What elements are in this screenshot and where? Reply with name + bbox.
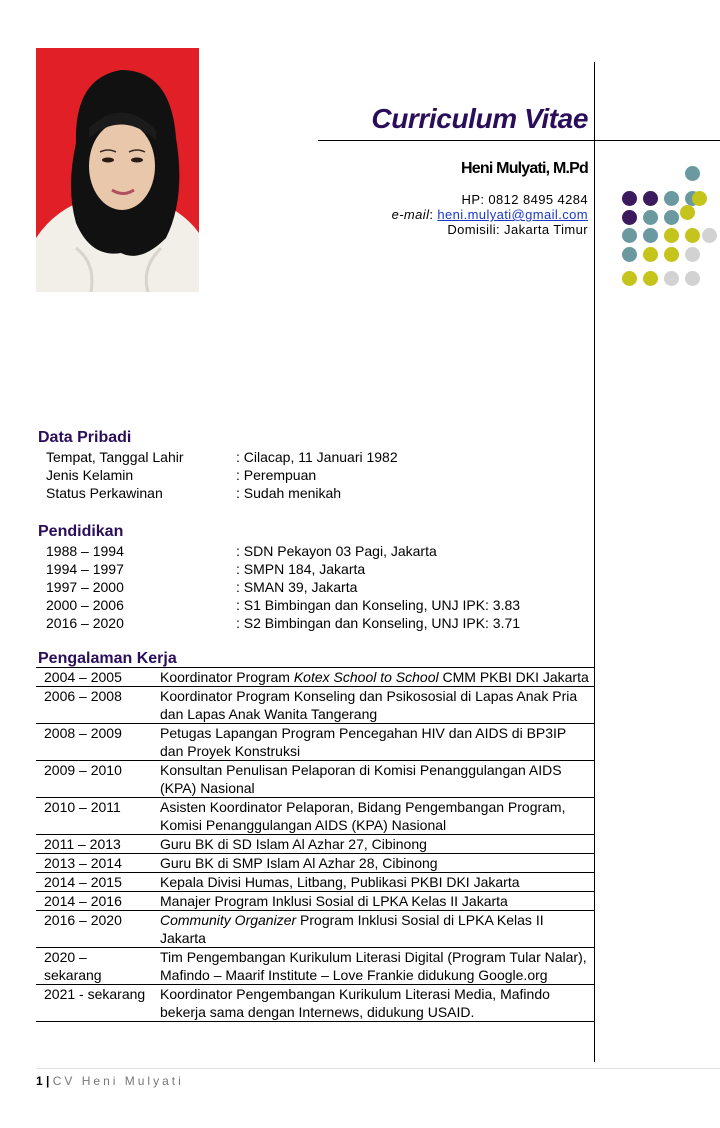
work-description (150, 873, 594, 892)
work-description (150, 911, 594, 948)
work-row (36, 948, 594, 985)
work-period: 2014 – 2016 (36, 892, 150, 911)
email-link[interactable]: heni.mulyati@gmail.com (437, 207, 588, 222)
work-text: Koordinator Pengembangan Kurikulum Literasi Media, Mafindo bekerja sama dengan Internews, didukung USAID. (160, 986, 550, 1020)
personal-label: Status Perkawinan (46, 485, 163, 501)
work-period: 2008 – 2009 (36, 724, 150, 761)
work-period: 2009 – 2010 (36, 761, 150, 798)
personal-value: : Cilacap, 11 Januari 1982 (236, 449, 398, 465)
dot (685, 228, 700, 243)
work-period: 2021 - sekarang (36, 985, 150, 1022)
work-row (36, 892, 594, 911)
work-period: 2020 – sekarang (36, 948, 150, 985)
education-period: 1997 – 2000 (46, 579, 124, 595)
education-value: : S2 Bimbingan dan Konseling, UNJ IPK: 3.71 (236, 615, 521, 631)
dot (664, 210, 679, 225)
section-title-personal: Data Pribadi (38, 429, 132, 446)
education-value: : SDN Pekayon 03 Pagi, Jakarta (236, 543, 437, 559)
dot (622, 228, 637, 243)
work-description (150, 798, 594, 835)
personal-value: : Perempuan (236, 467, 317, 483)
work-row (36, 985, 594, 1022)
work-row (36, 668, 594, 687)
work-row (36, 873, 594, 892)
domicile: Domisili: Jakarta Timur (447, 222, 588, 237)
work-text: Koordinator Program (160, 669, 294, 685)
work-description (150, 854, 594, 873)
email-line: e-mail: heni.mulyati@gmail.com (391, 207, 588, 222)
work-table (36, 667, 594, 1022)
section-title-education: Pendidikan (38, 523, 124, 540)
dot (622, 210, 637, 225)
work-description (150, 948, 594, 985)
education-period: 2000 – 2006 (46, 597, 124, 613)
personal-value: : Sudah menikah (236, 485, 342, 501)
work-text: Asisten Koordinator Pelaporan, Bidang Pengembangan Program, Komisi Penanggulangan AIDS (KPA) Nasional (160, 799, 566, 833)
work-description (150, 985, 594, 1022)
dot (692, 191, 707, 206)
work-text-italic: Kotex School to School (293, 669, 439, 685)
person-name: Heni Mulyati, M.Pd (461, 160, 588, 177)
work-description (150, 724, 594, 761)
personal-label: Jenis Kelamin (46, 467, 134, 483)
dot (685, 247, 700, 262)
work-text: Kepala Divisi Humas, Litbang, Publikasi PKBI DKI Jakarta (160, 874, 520, 890)
dot (664, 228, 679, 243)
work-row (36, 687, 594, 724)
work-row (36, 761, 594, 798)
work-description (150, 835, 594, 854)
dot (702, 228, 717, 243)
work-text: Petugas Lapangan Program Pencegahan HIV dan AIDS di BP3IP dan Proyek Konstruksi (160, 725, 567, 759)
work-description (150, 761, 594, 798)
dot (643, 247, 658, 262)
profile-photo (36, 48, 199, 292)
dot (680, 205, 695, 220)
work-text: CMM PKBI DKI Jakarta (438, 669, 589, 685)
work-text: Program Inklusi Sosial di LPKA Kelas II Jakarta (160, 912, 544, 946)
dot (664, 271, 679, 286)
work-period: 2016 – 2020 (36, 911, 150, 948)
footer: 1 | CV Heni Mulyati (36, 1074, 184, 1088)
work-text: Koordinator Program Konseling dan Psikososial di Lapas Anak Pria dan Lapas Anak Wanita Tangerang (160, 688, 578, 722)
work-period: 2004 – 2005 (36, 668, 150, 687)
dot (622, 247, 637, 262)
email-label: e-mail (391, 207, 430, 222)
dot (664, 247, 679, 262)
dot (643, 191, 658, 206)
education-value: : SMPN 184, Jakarta (236, 561, 366, 577)
work-period: 2010 – 2011 (36, 798, 150, 835)
vertical-rule (594, 62, 595, 1062)
personal-label: Tempat, Tanggal Lahir (46, 449, 184, 465)
work-period: 2011 – 2013 (36, 835, 150, 854)
work-row (36, 835, 594, 854)
work-row (36, 854, 594, 873)
dot (643, 228, 658, 243)
dot (622, 191, 637, 206)
footer-rule (36, 1068, 720, 1069)
dot (643, 210, 658, 225)
work-text: Guru BK di SD Islam Al Azhar 27, Cibinong (160, 836, 427, 852)
work-row (36, 724, 594, 761)
footer-text: CV Heni Mulyati (52, 1074, 184, 1088)
work-text: Tim Pengembangan Kurikulum Literasi Digital (Program Tular Nalar), Mafindo – Maarif Institute – Love Frankie didukung Google.org (160, 949, 587, 983)
work-description (150, 892, 594, 911)
work-text: Guru BK di SMP Islam Al Azhar 28, Cibinong (160, 855, 438, 871)
work-description (150, 668, 594, 687)
work-row (36, 911, 594, 948)
section-title-work: Pengalaman Kerja (38, 650, 177, 667)
title-rule (318, 140, 720, 141)
work-description (150, 687, 594, 724)
dot (622, 271, 637, 286)
work-text: Konsultan Penulisan Pelaporan di Komisi Penanggulangan AIDS (KPA) Nasional (160, 762, 562, 796)
cv-title: Curriculum Vitae (371, 103, 588, 134)
education-value: : S1 Bimbingan dan Konseling, UNJ IPK: 3.83 (236, 597, 521, 613)
education-value: : SMAN 39, Jakarta (236, 579, 358, 595)
page-number: 1 (36, 1074, 43, 1088)
work-period: 2014 – 2015 (36, 873, 150, 892)
education-period: 1988 – 1994 (46, 543, 124, 559)
work-period: 2013 – 2014 (36, 854, 150, 873)
dot (685, 271, 700, 286)
dot (685, 166, 700, 181)
education-period: 1994 – 1997 (46, 561, 124, 577)
dot (664, 191, 679, 206)
work-text-italic: Community Organizer (160, 912, 297, 928)
work-period: 2006 – 2008 (36, 687, 150, 724)
education-period: 2016 – 2020 (46, 615, 124, 631)
phone-number: HP: 0812 8495 4284 (461, 192, 588, 207)
work-text: Manajer Program Inklusi Sosial di LPKA Kelas II Jakarta (160, 893, 508, 909)
work-row (36, 798, 594, 835)
dot (643, 271, 658, 286)
